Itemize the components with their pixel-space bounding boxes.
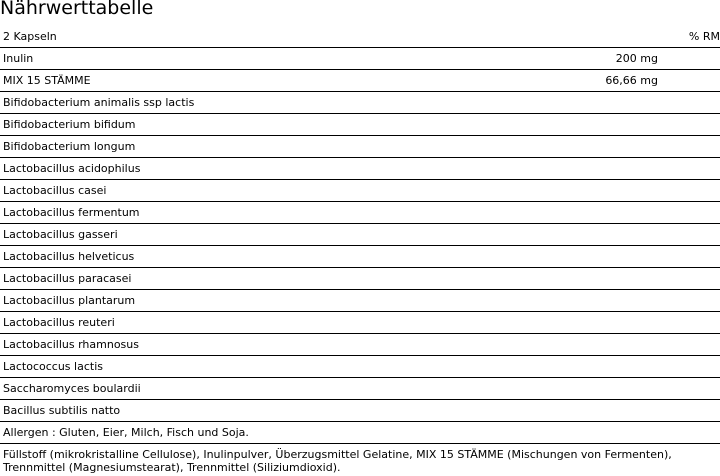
table-row [0,180,720,202]
ingredient-name: Lactobacillus gasseri [3,228,118,241]
ingredient-name: Bifidobacterium bifidum [3,118,136,131]
nutrition-table [0,26,720,476]
table-row [0,356,720,378]
table-row [0,70,720,92]
table-row [0,334,720,356]
table-row [0,378,720,400]
ingredient-name: Lactobacillus fermentum [3,206,140,219]
ingredient-name: Lactobacillus casei [3,184,107,197]
ingredient-name: Lactobacillus rhamnosus [3,338,139,351]
ingredient-amount: 66,66 mg [605,74,658,87]
ingredient-name: Lactobacillus plantarum [3,294,136,307]
table-row [0,136,720,158]
ingredient-name: Inulin [3,52,34,65]
ingredient-name: Bifidobacterium animalis ssp lactis [3,96,195,109]
ingredient-name: Lactobacillus helveticus [3,250,135,263]
table-row [0,48,720,70]
table-header-row [0,26,720,48]
table-row [0,158,720,180]
ingredient-name: Lactobacillus paracasei [3,272,132,285]
ingredient-name: Bacillus subtilis natto [3,404,121,417]
table-row [0,400,720,422]
table-row [0,246,720,268]
table-row [0,290,720,312]
ingredient-name: Lactobacillus reuteri [3,316,115,329]
ingredient-name: MIX 15 STÄMME [3,74,91,87]
table-row [0,92,720,114]
serving-size-label: 2 Kapseln [3,30,57,43]
ingredient-name: Bifidobacterium longum [3,140,136,153]
ingredient-name: Saccharomyces boulardii [3,382,141,395]
table-row [0,312,720,334]
table-row [0,268,720,290]
ingredient-amount: 200 mg [615,52,658,65]
allergen-note: Allergen : Gluten, Eier, Milch, Fisch und Soja. [0,422,720,444]
rm-column-header: % RM [688,30,720,43]
filler-note: Füllstoff (mikrokristalline Cellulose), Inulinpulver, Überzugsmittel Gelatine, MIX 15 STÄMME (Mischungen von Fermenten), Trennmittel (Magnesiumstearat), Trennmittel (Siliziumdioxid). [3,448,672,474]
table-row [0,224,720,246]
ingredient-name: Lactobacillus acidophilus [3,162,141,175]
page-title: Nährwerttabelle [0,0,154,19]
table-row [0,114,720,136]
ingredient-name: Lactococcus lactis [3,360,103,373]
table-row [0,202,720,224]
